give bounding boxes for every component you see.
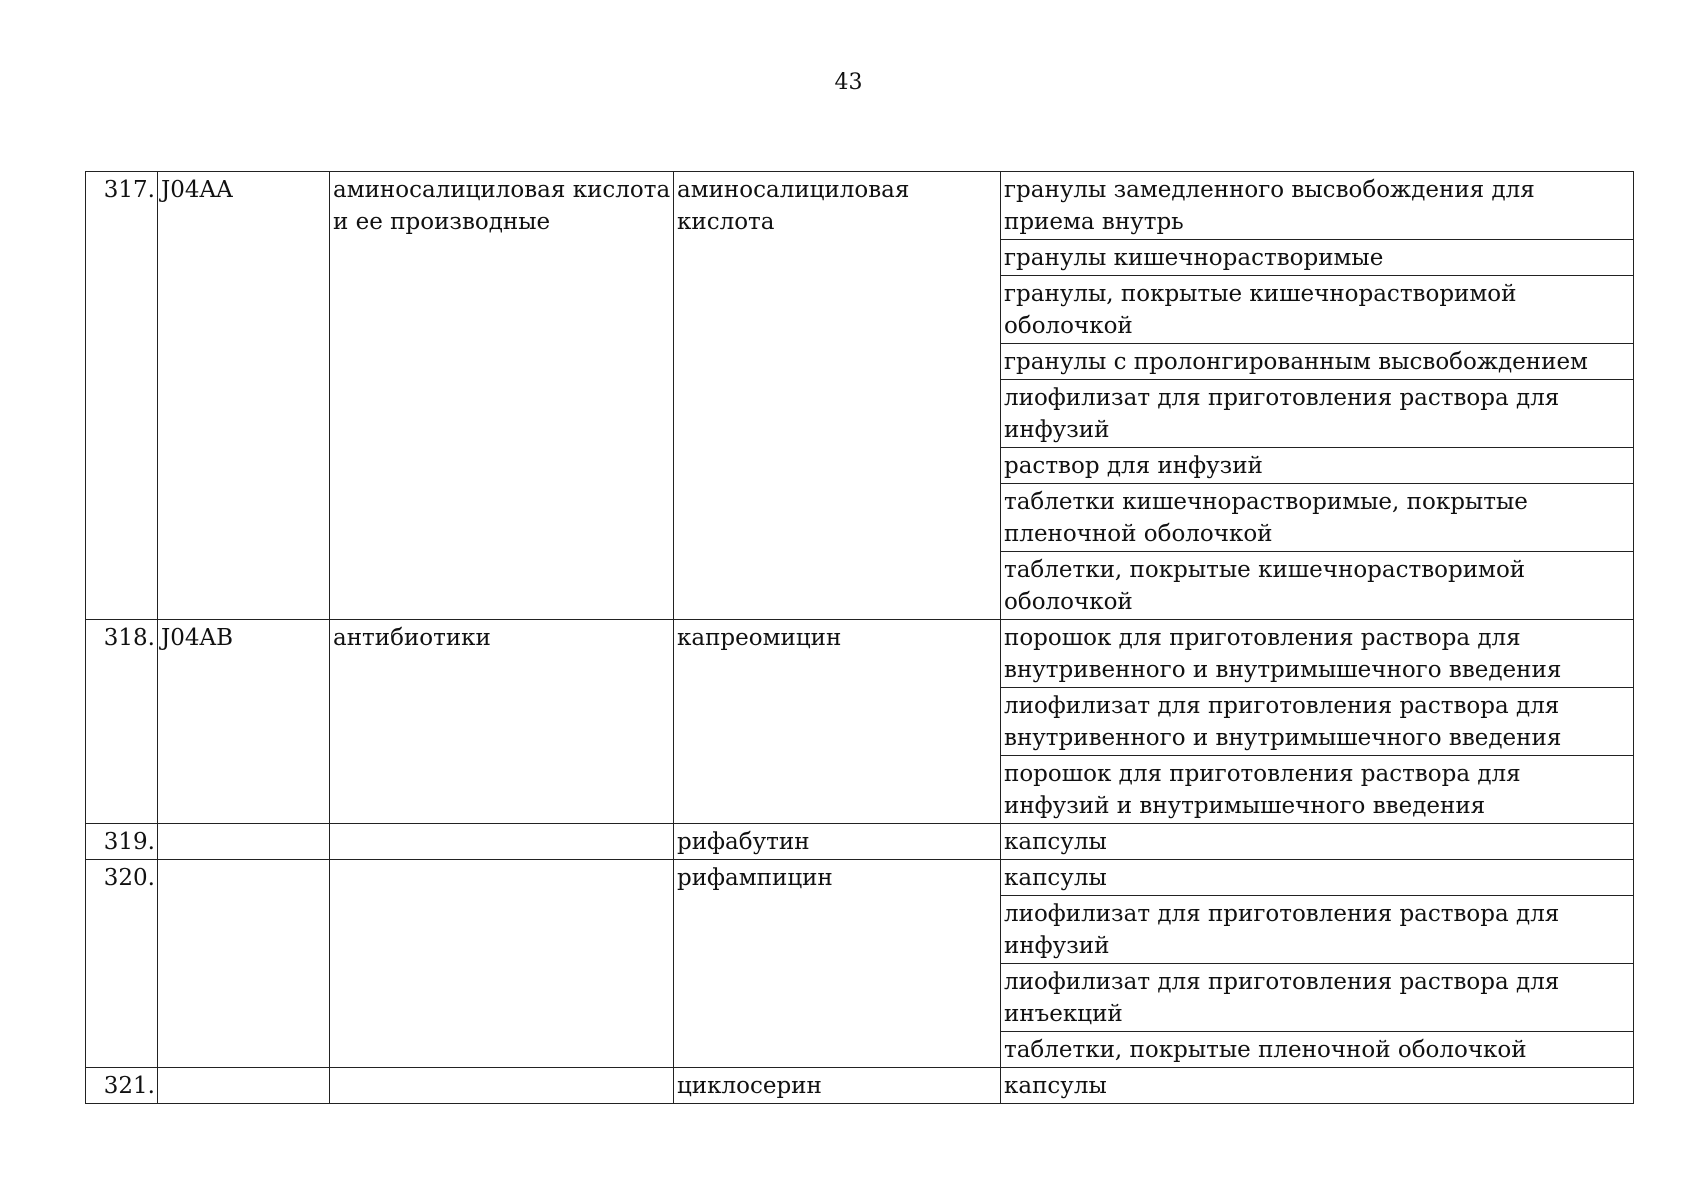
- dosage-form: раствор для инфузий: [1001, 448, 1634, 484]
- dosage-form: гранулы с пролонгированным высвобождением: [1001, 344, 1634, 380]
- row-number: 320.: [86, 860, 158, 1068]
- drug-name: рифабутин: [674, 824, 1001, 860]
- table-row: [86, 824, 1634, 860]
- drug-name: рифампицин: [674, 860, 1001, 1068]
- row-number: 321.: [86, 1068, 158, 1104]
- dosage-form: порошок для приготовления раствора для внутривенного и внутримышечного введения: [1001, 620, 1634, 688]
- page-number: 43: [834, 70, 863, 95]
- dosage-form: гранулы, покрытые кишечнорастворимой оболочкой: [1001, 276, 1634, 344]
- drug-table: [85, 171, 1634, 1104]
- atc-group: [330, 860, 674, 1068]
- drug-table-body: [86, 172, 1634, 1104]
- dosage-form: лиофилизат для приготовления раствора для инъекций: [1001, 964, 1634, 1032]
- atc-code: J04AA: [158, 172, 330, 620]
- atc-group: [330, 824, 674, 860]
- row-number: 317.: [86, 172, 158, 620]
- table-row: [86, 860, 1634, 896]
- drug-name: капреомицин: [674, 620, 1001, 824]
- dosage-form: порошок для приготовления раствора для инфузий и внутримышечного введения: [1001, 756, 1634, 824]
- atc-code: J04AB: [158, 620, 330, 824]
- dosage-form: лиофилизат для приготовления раствора для внутривенного и внутримышечного введения: [1001, 688, 1634, 756]
- dosage-form: лиофилизат для приготовления раствора для инфузий: [1001, 896, 1634, 964]
- dosage-form: таблетки кишечнорастворимые, покрытые пленочной оболочкой: [1001, 484, 1634, 552]
- atc-code: [158, 860, 330, 1068]
- dosage-form: лиофилизат для приготовления раствора для инфузий: [1001, 380, 1634, 448]
- dosage-form: гранулы кишечнорастворимые: [1001, 240, 1634, 276]
- dosage-form: капсулы: [1001, 1068, 1634, 1104]
- atc-code: [158, 824, 330, 860]
- drug-name: аминосалициловая кислота: [674, 172, 1001, 620]
- dosage-form: капсулы: [1001, 824, 1634, 860]
- atc-code: [158, 1068, 330, 1104]
- row-number: 318.: [86, 620, 158, 824]
- atc-group: [330, 1068, 674, 1104]
- row-number: 319.: [86, 824, 158, 860]
- table-row: [86, 1068, 1634, 1104]
- dosage-form: таблетки, покрытые кишечнорастворимой оболочкой: [1001, 552, 1634, 620]
- dosage-form: капсулы: [1001, 860, 1634, 896]
- dosage-form: таблетки, покрытые пленочной оболочкой: [1001, 1032, 1634, 1068]
- dosage-form: гранулы замедленного высвобождения для приема внутрь: [1001, 172, 1634, 240]
- table-row: [86, 620, 1634, 688]
- drug-name: циклосерин: [674, 1068, 1001, 1104]
- atc-group: аминосалициловая кислота и ее производные: [330, 172, 674, 620]
- atc-group: антибиотики: [330, 620, 674, 824]
- table-row: [86, 172, 1634, 240]
